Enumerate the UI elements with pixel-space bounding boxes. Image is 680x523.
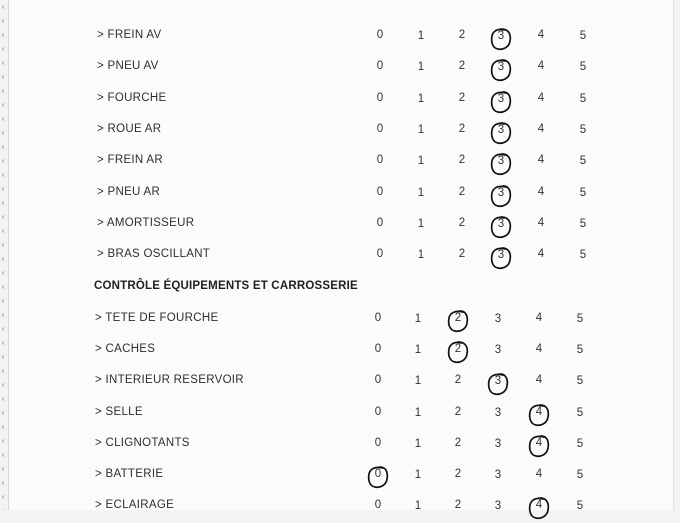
checklist-row: [0, 123, 680, 143]
score-option-5[interactable]: 5: [579, 92, 587, 105]
checklist-row: [0, 343, 680, 363]
pen-circle: [524, 431, 554, 461]
score-option-2[interactable]: 2: [458, 29, 466, 41]
score-option-1[interactable]: 1: [417, 155, 425, 168]
score-option-4[interactable]: 4: [537, 29, 545, 41]
score-option-4[interactable]: 4: [537, 248, 545, 261]
score-option-5[interactable]: 5: [576, 344, 584, 357]
score-option-2[interactable]: 2: [450, 312, 466, 324]
score-option-0[interactable]: 0: [374, 343, 382, 356]
score-option-4[interactable]: 4: [537, 122, 545, 135]
score-option-0[interactable]: 0: [376, 29, 384, 41]
score-option-1[interactable]: 1: [417, 249, 425, 262]
score-option-4[interactable]: 4: [535, 343, 543, 356]
checklist-row: [0, 312, 680, 332]
checklist-row: [0, 248, 680, 268]
score-option-4[interactable]: 4: [537, 60, 545, 73]
item-label: > FREIN AV: [97, 29, 162, 41]
item-label: > CACHES: [95, 343, 156, 356]
score-option-4[interactable]: 4: [531, 437, 547, 449]
score-option-2[interactable]: 2: [458, 185, 466, 198]
score-option-1[interactable]: 1: [417, 30, 425, 42]
score-option-3[interactable]: 3: [494, 406, 502, 419]
score-option-2[interactable]: 2: [454, 499, 462, 512]
score-option-3[interactable]: 3: [494, 469, 502, 481]
score-option-3[interactable]: 3: [493, 249, 509, 261]
pen-circle: [486, 24, 516, 54]
score-option-3[interactable]: 3: [494, 437, 502, 450]
score-option-5[interactable]: 5: [579, 155, 587, 168]
score-option-2[interactable]: 2: [458, 154, 466, 167]
score-option-5[interactable]: 5: [576, 469, 584, 481]
checklist-row: [0, 499, 680, 519]
item-label: > CLIGNOTANTS: [95, 436, 190, 449]
pen-circle: [486, 87, 516, 117]
checklist-row: [0, 154, 680, 174]
score-option-0[interactable]: 0: [370, 468, 386, 480]
score-option-3[interactable]: 3: [494, 500, 502, 513]
score-option-1[interactable]: 1: [414, 469, 422, 481]
section-title: CONTRÔLE ÉQUIPEMENTS ET CARROSSERIE: [94, 280, 358, 292]
pen-circle: [486, 212, 516, 242]
checklist-row: [0, 374, 680, 394]
pen-circle: [486, 243, 516, 273]
score-option-1[interactable]: 1: [417, 92, 425, 105]
score-option-0[interactable]: 0: [374, 374, 382, 387]
score-option-5[interactable]: 5: [579, 61, 587, 74]
score-option-4[interactable]: 4: [537, 216, 545, 229]
pen-circle: [486, 149, 516, 179]
checklist-row: [0, 186, 680, 206]
score-option-5[interactable]: 5: [576, 375, 584, 388]
pen-circle: [524, 493, 554, 523]
score-option-1[interactable]: 1: [417, 217, 425, 230]
score-option-3[interactable]: 3: [493, 93, 509, 105]
score-option-3[interactable]: 3: [493, 30, 509, 42]
score-option-5[interactable]: 5: [576, 437, 584, 450]
score-option-0[interactable]: 0: [374, 405, 382, 418]
score-option-2[interactable]: 2: [458, 122, 466, 135]
score-option-0[interactable]: 0: [376, 185, 384, 198]
pen-circle: [486, 55, 516, 85]
score-option-0[interactable]: 0: [374, 499, 382, 512]
score-option-2[interactable]: 2: [458, 248, 466, 261]
score-option-0[interactable]: 0: [376, 248, 384, 261]
score-option-2[interactable]: 2: [450, 343, 466, 355]
score-option-4[interactable]: 4: [535, 374, 543, 387]
score-option-3[interactable]: 3: [493, 187, 509, 199]
score-option-2[interactable]: 2: [454, 374, 462, 387]
score-option-2[interactable]: 2: [454, 468, 462, 480]
item-label: > INTERIEUR RESERVOIR: [95, 374, 244, 387]
score-option-3[interactable]: 3: [494, 313, 502, 325]
score-option-4[interactable]: 4: [535, 312, 543, 324]
score-option-1[interactable]: 1: [417, 123, 425, 136]
score-option-5[interactable]: 5: [579, 186, 587, 199]
checklist-row: [0, 468, 680, 488]
pen-circle: [486, 118, 516, 148]
checklist-row: [0, 60, 680, 80]
score-option-3[interactable]: 3: [494, 344, 502, 357]
item-label: > TETE DE FOURCHE: [95, 312, 219, 324]
score-option-1[interactable]: 1: [414, 437, 422, 450]
item-label: > AMORTISSEUR: [97, 216, 195, 229]
score-option-5[interactable]: 5: [579, 217, 587, 230]
item-label: > SELLE: [95, 405, 143, 418]
score-option-1[interactable]: 1: [414, 406, 422, 419]
score-option-2[interactable]: 2: [458, 91, 466, 104]
score-option-3[interactable]: 3: [490, 375, 506, 387]
score-option-0[interactable]: 0: [374, 436, 382, 449]
item-label: > PNEU AV: [97, 60, 159, 73]
pen-circle: [363, 462, 393, 492]
score-option-1[interactable]: 1: [414, 344, 422, 357]
score-option-3[interactable]: 3: [493, 155, 509, 167]
item-label: > ROUE AR: [97, 122, 162, 135]
score-option-4[interactable]: 4: [531, 406, 547, 418]
score-option-0[interactable]: 0: [376, 216, 384, 229]
score-option-4[interactable]: 4: [537, 154, 545, 167]
pen-circle: [524, 400, 554, 430]
score-option-0[interactable]: 0: [376, 122, 384, 135]
score-option-2[interactable]: 2: [454, 436, 462, 449]
pen-circle: [443, 337, 473, 367]
checklist-row: [0, 92, 680, 112]
checklist-row: [0, 437, 680, 457]
item-label: > PNEU AR: [97, 185, 161, 198]
score-option-2[interactable]: 2: [458, 216, 466, 229]
score-option-0[interactable]: 0: [376, 60, 384, 73]
pen-circle: [483, 369, 513, 399]
item-label: > FOURCHE: [97, 91, 167, 104]
item-label: > ECLAIRAGE: [95, 499, 175, 512]
pen-circle: [486, 181, 516, 211]
score-option-5[interactable]: 5: [579, 30, 587, 42]
score-option-1[interactable]: 1: [414, 313, 422, 325]
score-option-4[interactable]: 4: [537, 91, 545, 104]
score-option-2[interactable]: 2: [454, 405, 462, 418]
checklist-row: [0, 29, 680, 49]
pen-circle: [443, 306, 473, 336]
score-option-5[interactable]: 5: [576, 313, 584, 325]
score-option-3[interactable]: 3: [493, 218, 509, 230]
score-option-5[interactable]: 5: [576, 500, 584, 513]
score-option-0[interactable]: 0: [376, 91, 384, 104]
score-option-4[interactable]: 4: [537, 185, 545, 198]
score-option-2[interactable]: 2: [458, 60, 466, 73]
score-option-5[interactable]: 5: [579, 123, 587, 136]
score-option-3[interactable]: 3: [493, 124, 509, 136]
score-option-5[interactable]: 5: [579, 249, 587, 262]
score-option-4[interactable]: 4: [535, 468, 543, 480]
item-label: > BATTERIE: [95, 468, 164, 480]
item-label: > FREIN AR: [97, 154, 163, 167]
item-label: > BRAS OSCILLANT: [97, 248, 211, 261]
score-option-1[interactable]: 1: [414, 375, 422, 388]
score-option-1[interactable]: 1: [417, 186, 425, 199]
score-option-1[interactable]: 1: [417, 61, 425, 74]
score-option-0[interactable]: 0: [374, 312, 382, 324]
checklist-row: [0, 406, 680, 426]
score-option-5[interactable]: 5: [576, 406, 584, 419]
score-option-1[interactable]: 1: [414, 500, 422, 513]
score-option-4[interactable]: 4: [531, 499, 547, 511]
checklist-row: [0, 217, 680, 237]
score-option-0[interactable]: 0: [376, 154, 384, 167]
score-option-3[interactable]: 3: [493, 61, 509, 73]
